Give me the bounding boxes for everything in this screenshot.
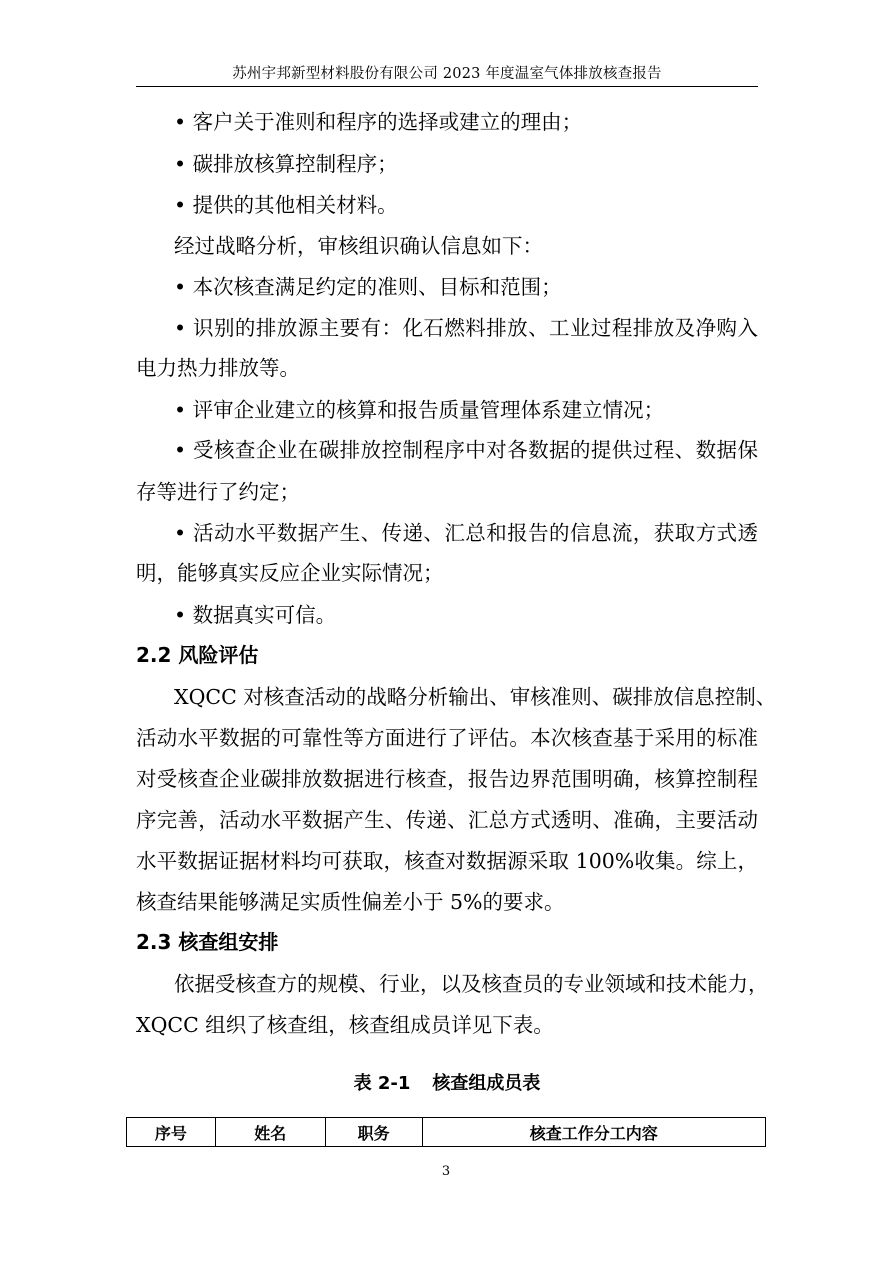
table-caption-title: 核查组成员表 <box>432 1073 541 1094</box>
bullet-info-flow: • 活动水平数据产生、传递、汇总和报告的信息流，获取方式透 <box>174 521 758 545</box>
page-number: 3 <box>441 1164 451 1179</box>
header-rule <box>136 86 758 87</box>
bullet-quality-system: • 评审企业建立的核算和报告质量管理体系建立情况； <box>174 398 665 422</box>
bullet-emission-sources-cont: 电力热力排放等。 <box>136 356 300 380</box>
bullet-emission-sources: • 识别的排放源主要有：化石燃料排放、工业过程排放及净购入 <box>174 316 758 340</box>
column-header-duties: 核查工作分工内容 <box>422 1118 765 1147</box>
analysis-intro: 经过战略分析，审核组识确认信息如下： <box>174 234 543 258</box>
bullet-data-provision-cont: 存等进行了约定； <box>136 480 300 504</box>
column-header-number: 序号 <box>127 1118 216 1147</box>
team-members-table <box>126 1117 766 1147</box>
paragraph-line: 核查结果能够满足实质性偏差小于 5%的要求。 <box>136 890 565 914</box>
table-caption <box>136 1071 758 1097</box>
bullet-info-flow-cont: 明，能够真实反应企业实际情况； <box>136 561 444 585</box>
column-header-name: 姓名 <box>215 1118 325 1147</box>
bullet-data-provision: • 受核查企业在碳排放控制程序中对各数据的提供过程、数据保 <box>174 438 758 462</box>
paragraph-line: 依据受核查方的规模、行业，以及核查员的专业领域和技术能力， <box>174 972 769 996</box>
paragraph-line: XQCC 对核查活动的战略分析输出、审核准则、碳排放信息控制、 <box>174 685 777 709</box>
bullet-other-materials: • 提供的其他相关材料。 <box>174 193 398 217</box>
section-heading-risk-assessment: 2.2 风险评估 <box>136 643 259 667</box>
paragraph-line: 活动水平数据的可靠性等方面进行了评估。本次核查基于采用的标准 <box>136 726 758 750</box>
paragraph-line: 序完善，活动水平数据产生、传递、汇总方式透明、准确，主要活动 <box>136 808 758 832</box>
paragraph-line: XQCC 组织了核查组，核查组成员详见下表。 <box>136 1013 554 1037</box>
paragraph-line: 对受核查企业碳排放数据进行核查，报告边界范围明确，核算控制程 <box>136 767 758 791</box>
bullet-control-procedure: • 碳排放核算控制程序； <box>174 152 398 176</box>
bullet-data-credible: • 数据真实可信。 <box>174 603 337 627</box>
table-caption-number: 表 2-1 <box>353 1073 411 1094</box>
table-header-row <box>127 1118 766 1147</box>
bullet-scope: • 本次核查满足约定的准则、目标和范围； <box>174 275 562 299</box>
paragraph-line: 水平数据证据材料均可获取，核查对数据源采取 100%收集。综上， <box>136 849 758 873</box>
section-heading-team-arrangement: 2.3 核查组安排 <box>136 930 279 954</box>
bullet-reason: • 客户关于准则和程序的选择或建立的理由； <box>174 110 583 134</box>
column-header-position: 职务 <box>325 1118 422 1147</box>
page-header-title: 苏州宇邦新型材料股份有限公司 2023 年度温室气体排放核查报告 <box>232 66 662 82</box>
